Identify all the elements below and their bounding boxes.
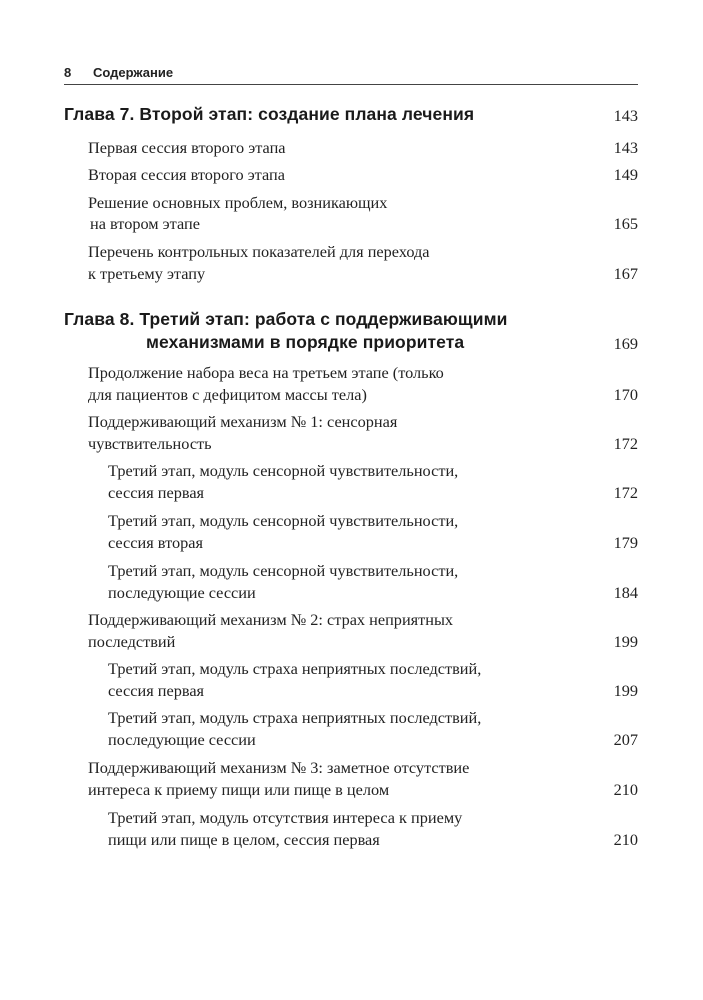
entry-title-continued: последующие сессии — [108, 730, 256, 749]
toc-entry[interactable] — [0, 165, 703, 187]
entry-title-continued: к третьему этапу — [88, 264, 206, 283]
entry-title-continued: чувствительность — [88, 434, 212, 453]
page-ref: 167 — [613, 264, 638, 283]
page-ref: 172 — [613, 483, 638, 502]
entry-title: Решение основных проблем, возникающих — [88, 193, 388, 212]
toc-entry[interactable] — [0, 193, 703, 237]
entry-title: Третий этап, модуль сенсорной чувствительности, — [108, 461, 459, 480]
toc-entry[interactable] — [0, 363, 703, 407]
toc-entry[interactable] — [0, 610, 703, 654]
chapter-title-continued: механизмами в порядке приоритета — [146, 332, 465, 352]
page-ref: 179 — [613, 533, 638, 552]
entry-title: Третий этап, модуль страха неприятных последствий, — [108, 659, 482, 678]
toc-subentry[interactable] — [0, 808, 703, 852]
entry-title-continued: пищи или пище в целом, сессия первая — [108, 830, 380, 849]
page-ref: 143 — [613, 138, 638, 157]
header-divider — [64, 84, 638, 85]
entry-title-continued: сессия первая — [108, 681, 205, 700]
entry-title: Поддерживающий механизм № 2: страх неприятных — [88, 610, 454, 629]
page-ref: 169 — [613, 334, 638, 353]
toc-entry[interactable] — [0, 758, 703, 802]
toc-subentry[interactable] — [0, 561, 703, 605]
entry-title: Перечень контрольных показателей для перехода — [88, 242, 430, 261]
toc-chapter-8[interactable] — [0, 309, 703, 359]
toc-subentry[interactable] — [0, 659, 703, 703]
entry-title: Третий этап, модуль отсутствия интереса к приему — [108, 808, 463, 827]
entry-title: Поддерживающий механизм № 3: заметное отсутствие — [88, 758, 470, 777]
toc-subentry[interactable] — [0, 708, 703, 752]
chapter-title: Глава 7. Второй этап: создание плана лечения — [64, 104, 475, 124]
toc-entry[interactable] — [0, 242, 703, 286]
entry-title-continued: последствий — [88, 632, 176, 651]
entry-title-continued: последующие сессии — [108, 583, 256, 602]
page-ref: 165 — [613, 214, 638, 233]
entry-title-continued: интереса к приему пищи или пище в целом — [88, 780, 390, 799]
entry-title-continued: сессия вторая — [108, 533, 203, 552]
entry-title-continued: для пациентов с дефицитом массы тела) — [88, 385, 367, 404]
page-ref: 143 — [613, 106, 638, 125]
page-ref: 184 — [613, 583, 638, 602]
page-ref: 210 — [613, 830, 638, 849]
entry-title: Третий этап, модуль сенсорной чувствительности, — [108, 561, 459, 580]
page-ref: 207 — [613, 730, 638, 749]
entry-title: Поддерживающий механизм № 1: сенсорная — [88, 412, 398, 431]
toc-chapter-7[interactable] — [0, 104, 703, 128]
toc-subentry[interactable] — [0, 461, 703, 505]
entry-title: Вторая сессия второго этапа — [88, 165, 285, 184]
page-ref: 149 — [613, 165, 638, 184]
toc-subentry[interactable] — [0, 511, 703, 555]
page-ref: 199 — [613, 681, 638, 700]
section-title: Содержание — [93, 65, 174, 80]
page-ref: 172 — [613, 434, 638, 453]
page-ref: 170 — [613, 385, 638, 404]
page-number: 8 — [64, 65, 72, 80]
entry-title: Первая сессия второго этапа — [88, 138, 286, 157]
toc-entry[interactable] — [0, 412, 703, 456]
entry-title-continued: сессия первая — [108, 483, 205, 502]
entry-title: Третий этап, модуль сенсорной чувствительности, — [108, 511, 459, 530]
chapter-title: Глава 8. Третий этап: работа с поддерживающими — [64, 309, 508, 329]
running-header — [64, 63, 638, 83]
toc-entry[interactable] — [0, 138, 703, 160]
page-ref: 199 — [613, 632, 638, 651]
entry-title: Продолжение набора веса на третьем этапе (только — [88, 363, 444, 382]
entry-title-continued: на втором этапе — [90, 214, 200, 233]
page-ref: 210 — [613, 780, 638, 799]
entry-title: Третий этап, модуль страха неприятных последствий, — [108, 708, 482, 727]
